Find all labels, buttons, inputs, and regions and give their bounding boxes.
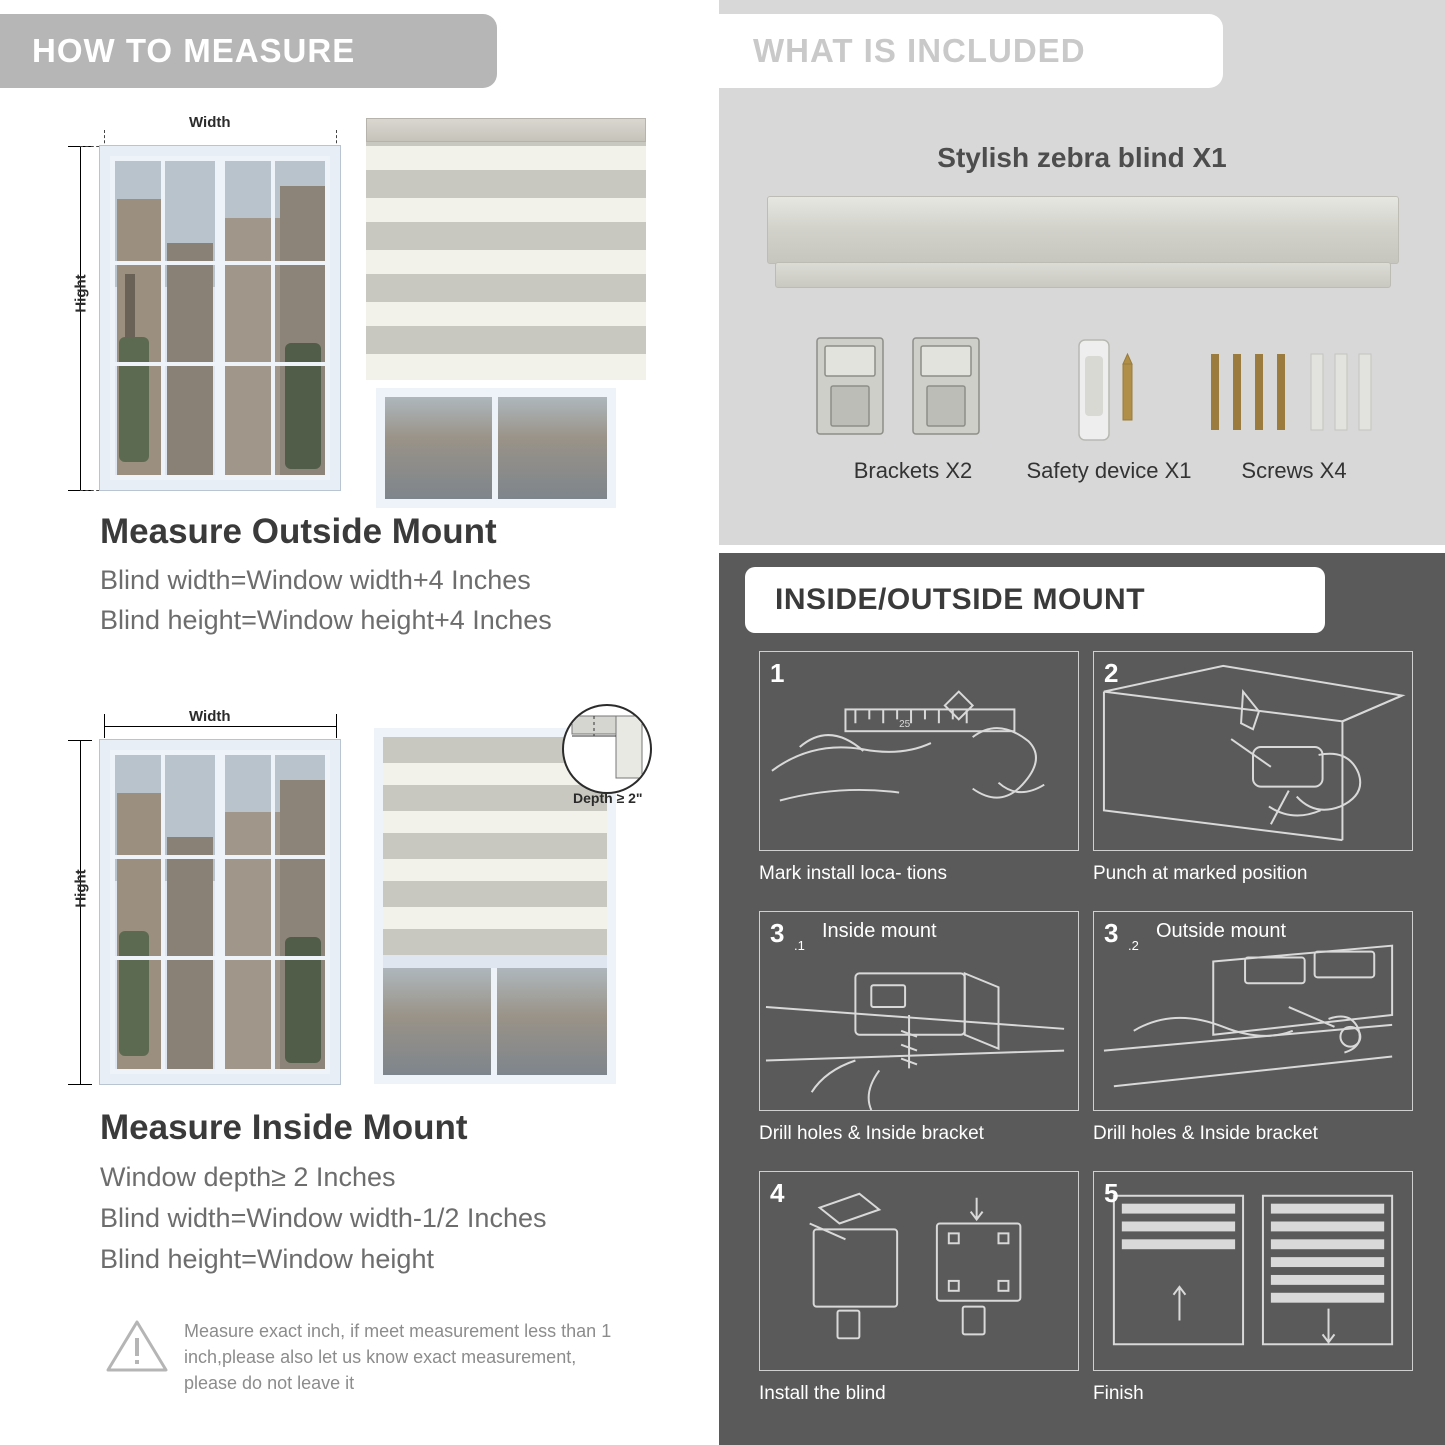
step-5	[1093, 1171, 1413, 1421]
headrail-body	[767, 196, 1399, 264]
outside-mount-line1: Blind width=Window width+4 Inches	[100, 565, 531, 595]
screws-image	[1199, 340, 1389, 450]
mount-title: INSIDE/OUTSIDE MOUNT	[775, 583, 1146, 616]
step-3-1-sub: .1	[794, 938, 805, 953]
parts-row	[779, 330, 1385, 510]
step-1-number: 1	[770, 658, 785, 688]
step-4	[759, 1171, 1079, 1421]
safety-device-image	[1049, 334, 1169, 450]
outside-height-label: Hight	[72, 274, 90, 313]
whats-included-header	[719, 14, 1223, 88]
measure-note-text: Measure exact inch, if meet measurement less than 1 inch,please also let us know exact measurement, please do not leave it	[184, 1321, 612, 1394]
window-pane-left	[110, 156, 220, 480]
step-4-number: 4	[770, 1178, 785, 1208]
outside-width-label: Width	[185, 114, 235, 131]
warning-icon	[106, 1318, 168, 1374]
svg-text:25: 25	[899, 719, 911, 731]
inside-mount-line1: Window depth≥ 2 Inches	[100, 1162, 396, 1192]
step-2-number: 2	[1104, 658, 1119, 688]
depth-callout	[562, 704, 652, 794]
how-to-measure-panel	[0, 0, 711, 1445]
whats-included-title: WHAT IS INCLUDED	[753, 32, 1086, 69]
step-1-caption: Mark install loca- tions	[759, 863, 947, 884]
step-3-1-number: 3	[770, 918, 785, 948]
step-1	[759, 651, 1079, 901]
inside-mount-illustration	[0, 698, 711, 1098]
step-2-caption: Punch at marked position	[1093, 863, 1308, 884]
brackets-image	[803, 330, 1023, 450]
part-label-brackets: Brackets X2	[853, 458, 973, 483]
inside-mount-line3: Blind height=Window height	[100, 1244, 434, 1274]
inside-mount-line2: Blind width=Window width-1/2 Inches	[100, 1203, 547, 1233]
step-2	[1093, 651, 1413, 901]
step-3-2-sub: .2	[1128, 938, 1139, 953]
window-outside-mount	[100, 146, 340, 490]
step-3-2-number: 3	[1104, 918, 1119, 948]
outside-mount-title: Measure Outside Mount	[100, 512, 497, 551]
depth-label: Depth ≥ 2"	[573, 790, 643, 806]
window-pane-right	[220, 156, 330, 480]
mount-header	[745, 567, 1325, 633]
step-3-2-inline: Outside mount	[1156, 920, 1287, 942]
product-title: Stylish zebra blind X1	[937, 142, 1227, 173]
window-pane-right-2	[220, 750, 330, 1074]
inside-height-label: Hight	[72, 869, 90, 908]
step-3-1-caption: Drill holes & Inside bracket	[759, 1123, 984, 1144]
step-3-2-caption: Drill holes & Inside bracket	[1093, 1123, 1318, 1144]
part-label-screws: Screws X4	[1241, 458, 1347, 483]
step-4-caption: Install the blind	[759, 1383, 886, 1404]
part-label-safety: Safety device X1	[1026, 458, 1192, 483]
window-inside-mount	[100, 740, 340, 1084]
window-pane-left-2	[110, 750, 220, 1074]
headrail-bottom	[775, 262, 1391, 288]
blind-outside-mount	[366, 118, 646, 508]
inside-width-label: Width	[185, 708, 235, 725]
step-5-caption: Finish	[1093, 1383, 1144, 1404]
step-5-number: 5	[1104, 1178, 1119, 1208]
how-to-measure-title: HOW TO MEASURE	[32, 32, 356, 69]
outside-mount-line2: Blind height=Window height+4 Inches	[100, 605, 552, 635]
mount-steps-panel	[719, 553, 1445, 1445]
outside-mount-illustration	[0, 100, 711, 500]
whats-included-panel	[719, 0, 1445, 545]
how-to-measure-header	[0, 14, 497, 88]
step-3-1	[759, 911, 1079, 1161]
inside-mount-title: Measure Inside Mount	[100, 1108, 468, 1147]
measure-note	[106, 1318, 626, 1396]
step-3-2	[1093, 911, 1413, 1161]
step-3-1-inline: Inside mount	[822, 920, 937, 942]
